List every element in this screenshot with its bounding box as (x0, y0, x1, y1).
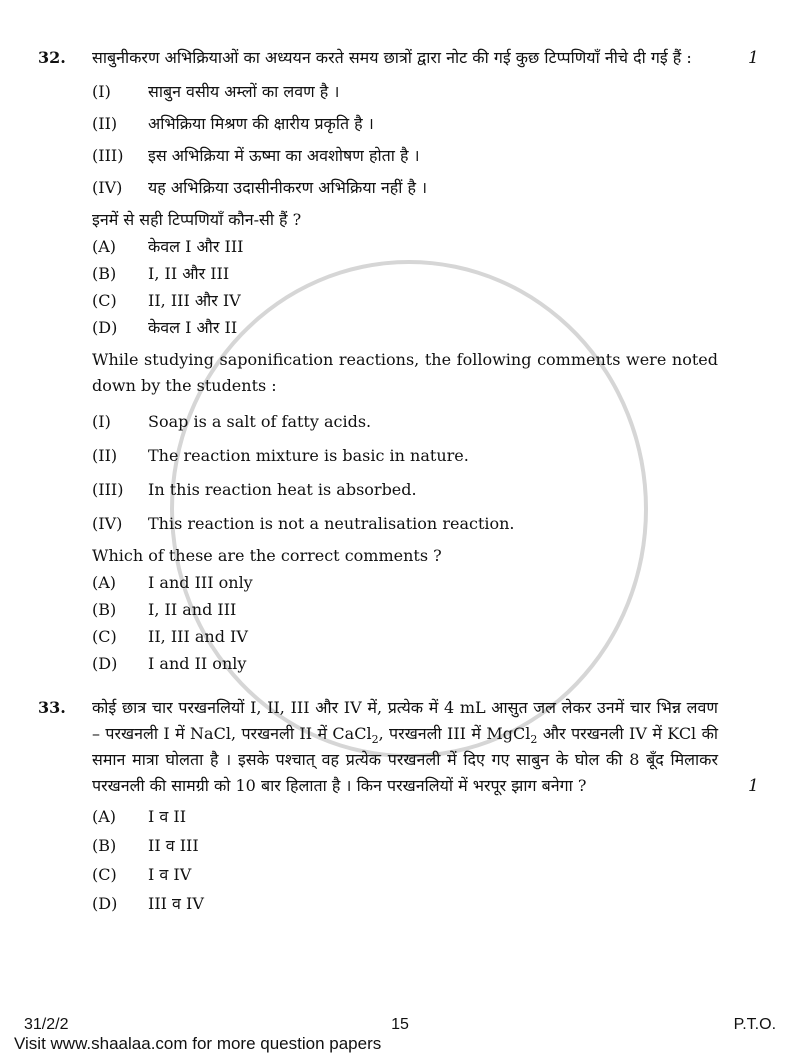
item-label: (IV) (92, 178, 123, 197)
subscript: 2 (530, 733, 538, 747)
item-label: (IV) (92, 514, 123, 533)
visit-link[interactable]: Visit www.shaalaa.com for more question papers (14, 1034, 382, 1053)
options (92, 799, 718, 915)
question-text-english (92, 347, 718, 399)
option (92, 236, 718, 258)
item-text: In this reaction heat is absorbed. (148, 480, 417, 499)
question-text-line: कोई छात्र चार परखनलियों I, II, III और IV में, प्रत्येक में 4 mL आसुत जल लेकर उनमें (92, 698, 625, 717)
spacer (92, 339, 718, 347)
pto-label: P.T.O. (733, 1016, 777, 1033)
item-text: साबुन वसीय अम्लों का लवण है । (148, 82, 340, 101)
option-text: II, III and IV (148, 627, 248, 646)
item-label: (II) (92, 446, 118, 465)
item-label: (III) (92, 146, 124, 165)
paper-code: 31/2/2 (24, 1016, 69, 1033)
option (92, 290, 718, 312)
english-statements (92, 411, 718, 535)
english-options (92, 572, 718, 675)
option-text: III व IV (148, 894, 204, 913)
option (92, 317, 718, 339)
question-body (92, 695, 718, 799)
statement (92, 81, 718, 103)
option (92, 806, 718, 828)
marks: 1 (748, 48, 759, 68)
item-label: (II) (92, 114, 118, 133)
question-text-line: दिए गए साबुन के घोल की 8 बूँद मिलाकर परखनली की सामग्री को 10 बार हिलाता है । (92, 750, 718, 795)
footer-row (0, 1016, 800, 1034)
option-label: (A) (92, 807, 117, 826)
option-text: I, II and III (148, 600, 237, 619)
question-text (92, 45, 718, 71)
option-label: (C) (92, 865, 117, 884)
option-label: (B) (92, 264, 117, 283)
item-text: यह अभिक्रिया उदासीनीकरण अभिक्रिया नहीं है । (148, 178, 428, 197)
statement (92, 177, 718, 199)
option (92, 263, 718, 285)
item-text: अभिक्रिया मिश्रण की क्षारीय प्रकृति है । (148, 114, 374, 133)
question-33-options (0, 799, 800, 915)
option-label: (B) (92, 836, 117, 855)
subscript: 2 (371, 733, 379, 747)
option-label: (D) (92, 318, 118, 337)
item-text: इस अभिक्रिया में ऊष्मा का अवशोषण होता है । (148, 146, 420, 165)
marks: 1 (748, 776, 759, 796)
option (92, 893, 718, 915)
option (92, 835, 718, 857)
question-text (92, 695, 718, 799)
text-segment: चार भिन्न लवण – परखनली I में NaCl, परखनली II में CaCl (92, 698, 718, 743)
item-label: (I) (92, 412, 111, 431)
question-prompt: Which of these are the correct comments ? (92, 546, 442, 565)
statement (92, 145, 718, 167)
option (92, 626, 718, 648)
option-label: (A) (92, 573, 117, 592)
option-label: (C) (92, 627, 117, 646)
question-text-line: किन परखनलियों में भरपूर झाग बनेगा ? (356, 776, 587, 795)
question-body (92, 45, 718, 71)
option-text: केवल I और II (148, 318, 238, 337)
option-label: (A) (92, 237, 117, 256)
option-text: II, III और IV (148, 291, 241, 310)
option-text: केवल I और III (148, 237, 244, 256)
option-text: I व II (148, 807, 187, 826)
option-text: I and II only (148, 654, 247, 673)
option (92, 653, 718, 675)
question-number: 32. (38, 48, 66, 67)
statement (92, 445, 718, 467)
question-text-line: नीचे दी गई हैं : (604, 48, 692, 67)
question-text-line: noted down by the students : (92, 350, 718, 395)
page-number: 15 (391, 1016, 409, 1033)
question-text-line: और परखनली IV में KCl की समान मात्रा घोलता है । इसके पश्चात् वह प्रत्येक परखनली में (92, 724, 719, 769)
page-footer (0, 1016, 800, 1060)
option-label: (D) (92, 894, 118, 913)
question-text-line: साबुनीकरण अभिक्रियाओं का अध्ययन करते समय छात्रों द्वारा नोट की गई कुछ टिप्पणियाँ (92, 48, 600, 67)
option (92, 599, 718, 621)
question-33 (0, 695, 800, 799)
question-body (92, 71, 718, 675)
option-label: (D) (92, 654, 118, 673)
question-32 (0, 45, 800, 71)
hindi-options (92, 236, 718, 339)
statement (92, 113, 718, 135)
item-label: (I) (92, 82, 111, 101)
option-text: I व IV (148, 865, 192, 884)
statement (92, 513, 718, 535)
question-number: 33. (38, 698, 66, 717)
question-32-content (0, 71, 800, 675)
item-text: Soap is a salt of fatty acids. (148, 412, 372, 431)
option (92, 572, 718, 594)
spacer (0, 675, 800, 695)
option-text: I, II और III (148, 264, 230, 283)
option-text: I and III only (148, 573, 253, 592)
option-label: (B) (92, 600, 117, 619)
statement (92, 479, 718, 501)
item-text: This reaction is not a neutralisation reaction. (148, 514, 515, 533)
hindi-statements (92, 81, 718, 199)
option-label: (C) (92, 291, 117, 310)
option-text: II व III (148, 836, 199, 855)
question-prompt: इनमें से सही टिप्पणियाँ कौन-सी हैं ? (92, 210, 302, 229)
item-label: (III) (92, 480, 124, 499)
option (92, 864, 718, 886)
statement (92, 411, 718, 433)
text-segment: , परखनली III में MgCl (378, 724, 531, 743)
item-text: The reaction mixture is basic in nature. (148, 446, 469, 465)
question-text-line: While studying saponification reactions, the following comments were (92, 350, 667, 369)
